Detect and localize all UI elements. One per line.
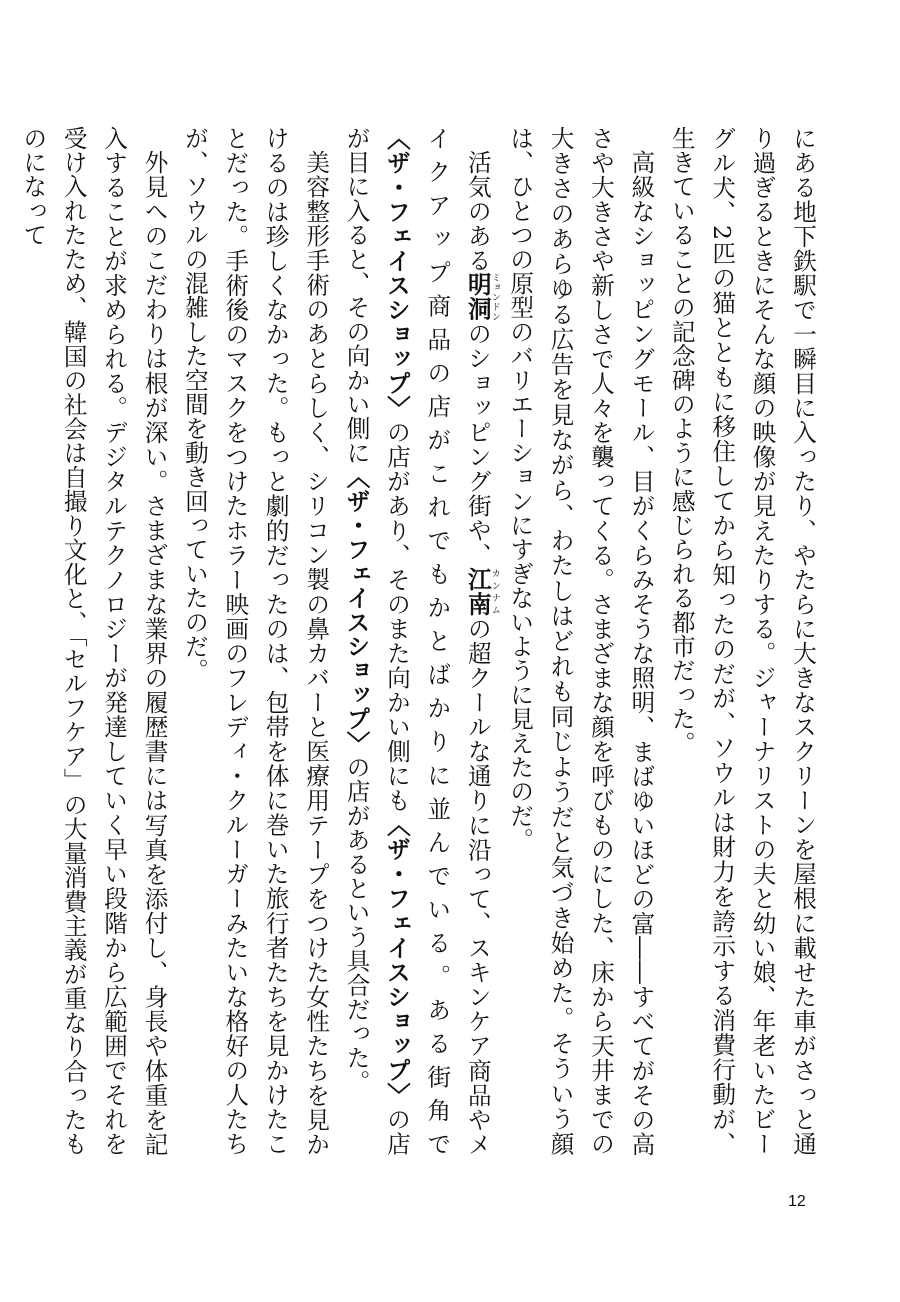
place-name-reading: カンナム — [489, 567, 500, 616]
emphasized-text: 〈ザ・フェイスショップ〉 — [382, 812, 411, 1108]
body-text: 外見へのこだわりは根が深い。さまざまな業界の履歴書には写真を添付し、身長や体重を記入することが求められる。デジタルテクノロジーが発達していく早い段階から広範囲でそれを受け入れたため、韓国の社会は自撮り文化と、「セルフケア」の大量消費主義が重なり合ったものになって — [19, 126, 169, 1156]
body-text: 活気のある — [463, 149, 492, 273]
body-text: のショッピング街や、 — [463, 321, 492, 568]
emphasized-text: 〈ザ・フェイスショップ〉 — [342, 464, 371, 756]
body-text: にある地下鉄駅で一瞬目に入ったり、やたらに大きなスクリーンを屋根に載せた車がさっと通り過ぎるときにそんな顔の映像が見えたりする。ジャーナリストの夫と幼い娘、年老いたビーグル犬、2匹の猫とともに移住してから知ったのだが、ソウルは財力を誇示する消費行動が、生きていることの記念碑のように感じられる都市だった。 — [667, 126, 817, 1156]
paragraph — [336, 126, 500, 1156]
place-name-kanji: 明洞 — [463, 272, 492, 322]
paragraph — [13, 126, 175, 1156]
body-text: の超クールな通りに沿って、スキンケア商品やメイクアップ商品の店がこれでもかとばかりに並んでいる。ある街角で — [423, 126, 492, 1156]
page-number: 12 — [788, 1193, 806, 1210]
paragraph — [661, 126, 823, 1156]
paragraph — [500, 126, 662, 1156]
place-name — [463, 567, 500, 617]
body-text: 高級なショッピングモール、目がくらみそうな照明、まばゆいほどの富――すべてがその高さや大きさや新しさで人々を襲ってくる。さまざまな顔を呼びものにした、床から天井までの大きさのあらゆる広告を見ながら、わたしはどれも同じようだと気づき始めた。そういう顔は、ひとつの原型のバリエーションにすぎないように見えたのだ。 — [506, 126, 656, 1156]
body-text: の店があり、そのまた向かい側にも — [382, 420, 411, 813]
place-name-reading: ミョンドン — [489, 272, 500, 322]
vertical-text-body — [19, 126, 823, 1156]
body-text: 美容整形手術のあとらしく、シリコン製の鼻カバーと医療用テープをつけた女性たちを見かけるのは珍しくなかった。もっと劇的だったのは、包帯を体に巻いた旅行者たちを見かけたことだった。手術後のマスクをつけたホラー映画のフレディ・クルーガーみたいな格好の人たちが、ソウルの混雑した空間を動き回っていたのだ。 — [180, 126, 331, 1156]
place-name-kanji: 江南 — [463, 567, 492, 617]
body-text: の店が目に入ると、その向かい側に — [342, 126, 411, 1156]
place-name — [463, 272, 500, 322]
body-text: の店があるという具合だった。 — [342, 755, 371, 1095]
paragraph — [175, 126, 337, 1156]
emphasized-text: 〈ザ・フェイスショップ〉 — [382, 126, 411, 421]
